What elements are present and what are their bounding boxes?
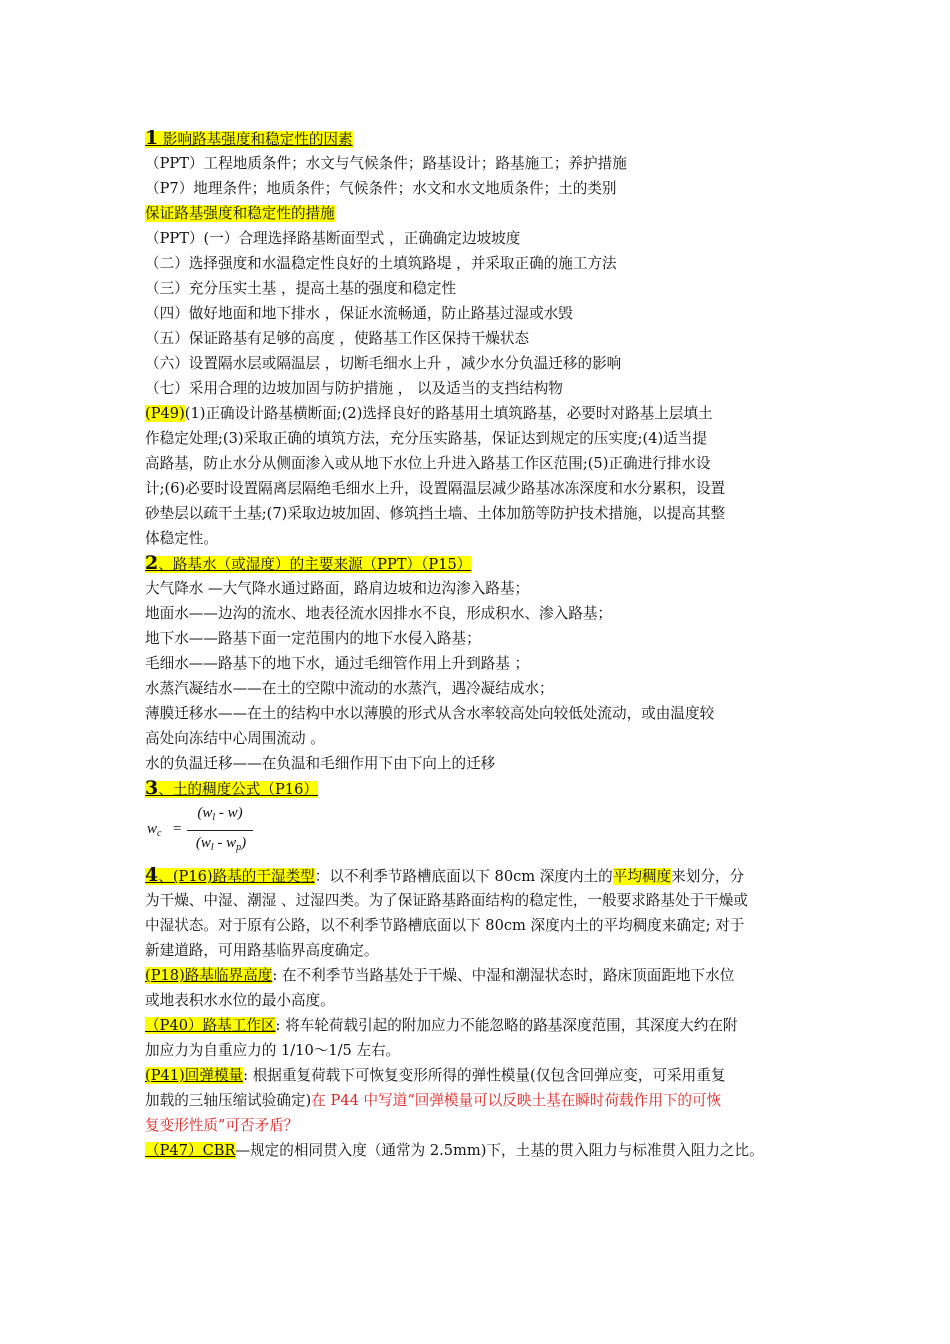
formula-fraction-bar: [187, 830, 253, 831]
water-source-line: 薄膜迁移水——在土的结构中水以薄膜的形式从含水率较高处向较低处流动，或由温度较: [145, 705, 715, 722]
measure-line: （五）保证路基有足够的高度 ，使路基工作区保持干燥状态: [145, 330, 530, 347]
section1-heading: [145, 126, 810, 151]
water-source-line: 毛细水——路基下的地下水，通过毛细管作用上升到路基 ；: [145, 655, 530, 672]
p49-line: 高路基，防止水分从侧面渗入或从地下水位上升进入路基工作区范围;(5)正确进行排水设: [145, 455, 711, 472]
measure-line: （四）做好地面和地下排水 ，保证水流畅通，防止路基过湿或水毁: [145, 305, 573, 322]
water-source-line: 水的负温迁移——在负温和毛细作用下由下向上的迁移: [145, 755, 496, 772]
section3-title: 、土的稠度公式（P16）: [158, 781, 318, 798]
section1-ppt-line: （PPT）工程地质条件；水文与气候条件；路基设计；路基施工；养护措施: [145, 155, 627, 172]
p40-line: 加应力为自重应力的 1/10～1/5 左右。: [145, 1042, 401, 1059]
p41-question: 在 P44 中写道“回弹模量可以反映土基在瞬时荷载作用下的可恢: [311, 1092, 722, 1109]
p41-line: 加载的三轴压缩试验确定)在 P44 中写道“回弹模量可以反映土基在瞬时荷载作用下的可恢: [145, 1092, 722, 1109]
measure-line: （六）设置隔水层或隔温层 ，切断毛细水上升 ，减少水分负温迁移的影响: [145, 355, 622, 372]
p49-line: 作稳定处理;(3)采取正确的填筑方法，充分压实路基，保证达到规定的压实度;(4)适当提: [145, 430, 707, 447]
p49-line: 体稳定性。: [145, 530, 218, 547]
section2-heading: [145, 551, 810, 576]
p18-line: 或地表积水水位的最小高度。: [145, 992, 335, 1009]
section1-p7-line: （P7）地理条件；地质条件；气候条件；水文和水文地质条件；土的类别: [145, 180, 617, 197]
section2-number: 2: [145, 552, 159, 574]
p41-question-cont: 复变形性质”可否矛盾？: [145, 1117, 299, 1134]
p49-text: (1)正确设计路基横断面;(2)选择良好的路基用土填筑路基，必要时对路基上层填土: [184, 405, 713, 422]
formula-equals: =: [173, 821, 182, 837]
section3-heading: [145, 776, 810, 801]
p47-line: （P47）CBR—规定的相同贯入度（通常为 2.5mm)下，土基的贯入阻力与标准贯入阻力之比。: [145, 1142, 764, 1159]
p18-tag: (P18)路基临界高度: [145, 967, 273, 984]
water-source-line: 地下水——路基下面一定范围内的地下水侵入路基；: [145, 630, 481, 647]
section4-number: 4: [145, 864, 159, 886]
section4-line: 新建道路，可用路基临界高度确定。: [145, 942, 379, 959]
section1-number: 1: [145, 127, 159, 149]
section4-heading: 4、(P16)路基的干湿类型：以不利季节路槽底面以下 80cm 深度内土的平均稠度来划分，分: [145, 864, 745, 886]
water-source-line: 地面水——边沟的流水、地表径流水因排水不良，形成积水、渗入路基；: [145, 605, 613, 622]
p40-line: （P40）路基工作区: 将车轮荷载引起的附加应力不能忽略的路基深度范围，其深度大约在附: [145, 1017, 738, 1034]
formula-numerator: $(w_l - w)$: [197, 805, 243, 823]
document-page: [145, 126, 810, 1163]
section2-title: 、路基水（或湿度）的主要来源（PPT）（P15）: [158, 556, 472, 573]
p41-line: (P41)回弹模量: 根据重复荷载下可恢复变形所得的弹性模量(仅包含回弹应变，可采用重复: [145, 1067, 726, 1084]
measure-line: （PPT）(一）合理选择路基断面型式 ，正确确定边坡坡度: [145, 230, 521, 247]
section4-intro: ：以不利季节路槽底面以下 80cm 深度内土的: [314, 868, 613, 885]
p49-line: [145, 401, 810, 426]
section4-line: 中湿状态。对于原有公路，以不利季节路槽底面以下 80cm 深度内土的平均稠度来确定; 对于: [145, 917, 745, 934]
p47-tag: （P47）CBR: [145, 1142, 236, 1159]
p41-tag: (P41)回弹模量: [145, 1067, 244, 1084]
consistency-formula: [145, 801, 810, 863]
p49-line: 砂垫层以疏干土基;(7)采取边坡加固、修筑挡土墙、土体加筋等防护技术措施，以提高其整: [145, 505, 726, 522]
measure-line: （三）充分压实土基 ，提高土基的强度和稳定性: [145, 280, 457, 297]
formula-denominator: $(w_l - w_p)$: [195, 835, 247, 853]
measures-heading: [145, 201, 810, 226]
section4-line: 为干燥、中湿、潮湿 、过湿四类。为了保证路基路面结构的稳定性，一般要求路基处于干燥或: [145, 892, 748, 909]
measure-line: （七）采用合理的边坡加固与防护措施 ， 以及适当的支挡结构物: [145, 380, 563, 397]
p49-line: 计;(6)必要时设置隔离层隔绝毛细水上升，设置隔温层减少路基冰冻深度和水分累积，设置: [145, 480, 726, 497]
section3-number: 3: [145, 777, 159, 799]
section4-tag: 、(P16)路基的干湿类型: [158, 868, 315, 885]
water-source-line: 大气降水 —大气降水通过路面，路肩边坡和边沟渗入路基；: [145, 580, 530, 597]
formula-lhs: $w_c$: [147, 821, 162, 839]
measure-line: （二）选择强度和水温稳定性良好的土填筑路堤 ，并采取正确的施工方法: [145, 255, 617, 272]
p18-line: (P18)路基临界高度: 在不利季节当路基处于干燥、中湿和潮湿状态时，路床顶面距地下水位: [145, 967, 735, 984]
water-source-line: 水蒸汽凝结水——在土的空隙中流动的水蒸汽，遇冷凝结成水；: [145, 680, 554, 697]
p40-tag: （P40）路基工作区: [145, 1017, 276, 1034]
average-consistency-term: 平均稠度: [612, 868, 672, 885]
section1-title: 影响路基强度和稳定性的因素: [162, 131, 353, 148]
water-source-line: 高处向冻结中心周围流动 。: [145, 730, 325, 747]
p49-tag: (P49): [145, 405, 185, 422]
measures-title: 保证路基强度和稳定性的措施: [145, 205, 335, 222]
